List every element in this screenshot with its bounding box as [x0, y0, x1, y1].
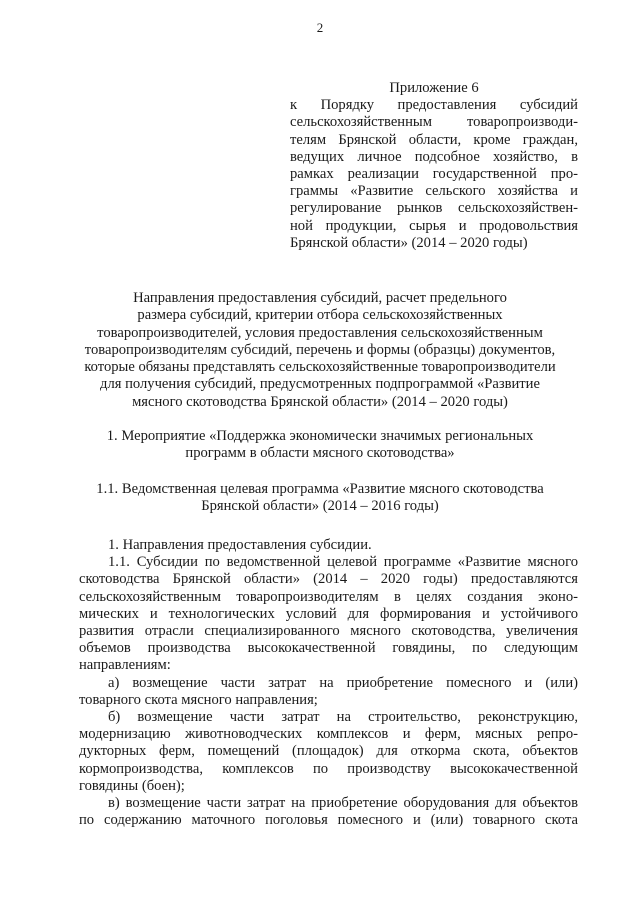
appendix-line: Брянской области» (2014 – 2020 годы) [290, 234, 528, 251]
appendix-line: рамках реализации государственной про- [290, 166, 578, 183]
document-title-line: для получения субсидий, предусмотренных подпрограммой «Развитие [100, 376, 540, 393]
document-title-line: которые обязаны представлять сельскохозяйственные товаропроизводители [84, 359, 556, 376]
section-1-heading [60, 428, 580, 463]
appendix-line: ной продукции, сырья и продовольствия [290, 217, 578, 234]
body-line: в) возмещение части затрат на приобретение оборудования для объектов [108, 795, 578, 812]
section-1-1-heading [60, 481, 580, 516]
document-title-line: размера субсидий, критерии отбора сельскохозяйственных [137, 307, 503, 324]
appendix-header [290, 80, 578, 252]
body-line: а) возмещение части затрат на приобретение помесного и (или) [108, 674, 578, 691]
body-line: сельскохозяйственным товаропроизводителям в целях создания эконо- [79, 588, 578, 605]
section-1-heading-line: программ в области мясного скотоводства» [185, 445, 455, 462]
body-line: мических и технологических условий для формирования и устойчивого [79, 605, 578, 622]
document-title-line: Направления предоставления субсидий, расчет предельного [133, 290, 507, 306]
page-number: 2 [316, 20, 324, 35]
appendix-line: граммы «Развитие сельского хозяйства и [290, 183, 578, 200]
body-line: дукторных ферм, помещений (площадок) для откорма скота, объектов [79, 743, 578, 760]
body-line: модернизацию животноводческих комплексов и ферм, мясных репро- [79, 726, 578, 743]
appendix-line: ведущих личное подсобное хозяйство, в [290, 148, 578, 165]
section-1-1-heading-line: 1.1. Ведомственная целевая программа «Развитие мясного скотоводства [96, 481, 544, 497]
body-line: 1. Направления предоставления субсидии. [108, 537, 372, 553]
body-line: объемов производства высококачественной говядины, по следующим [79, 640, 578, 657]
section-1-1-heading-line: Брянской области» (2014 – 2016 годы) [201, 498, 439, 515]
document-title-line: товаропроизводителей, условия предоставления сельскохозяйственным [97, 324, 543, 341]
document-title-line: мясного скотоводства Брянской области» (2014 – 2020 годы) [132, 393, 508, 410]
body-line: говядины (боен); [79, 777, 185, 794]
appendix-line: телям Брянской области, кроме граждан, [290, 131, 578, 148]
document-title-line: товаропроизводителям субсидий, перечень и формы (образцы) документов, [84, 341, 556, 358]
appendix-line: сельскохозяйственным товаропроизводи- [290, 114, 578, 131]
body-line: развития отрасли специализированного мясного скотоводства, увеличения [79, 623, 578, 640]
appendix-line: регулирование рынков сельскохозяйствен- [290, 200, 578, 217]
body-line: 1.1. Субсидии по ведомственной целевой программе «Развитие мясного [108, 554, 578, 571]
body-line: по содержанию маточного поголовья помесного и (или) товарного скота [79, 812, 578, 829]
section-1-heading-line: 1. Мероприятие «Поддержка экономически значимых региональных [106, 428, 534, 444]
appendix-body [290, 97, 578, 252]
body-text [79, 537, 578, 829]
body-line: б) возмещение части затрат на строительство, реконструкцию, [108, 709, 578, 726]
body-line: кормопроизводства, комплексов по производству высококачественной [79, 760, 578, 777]
body-line: скотоводства Брянской области» (2014 – 2020 годы) предоставляются [79, 571, 578, 588]
body-line: направлениям: [79, 657, 171, 674]
document-title [60, 290, 580, 411]
body-line: товарного скота мясного направления; [79, 691, 318, 708]
appendix-title: Приложение 6 [389, 80, 479, 96]
appendix-line: к Порядку предоставления субсидий [290, 97, 578, 114]
